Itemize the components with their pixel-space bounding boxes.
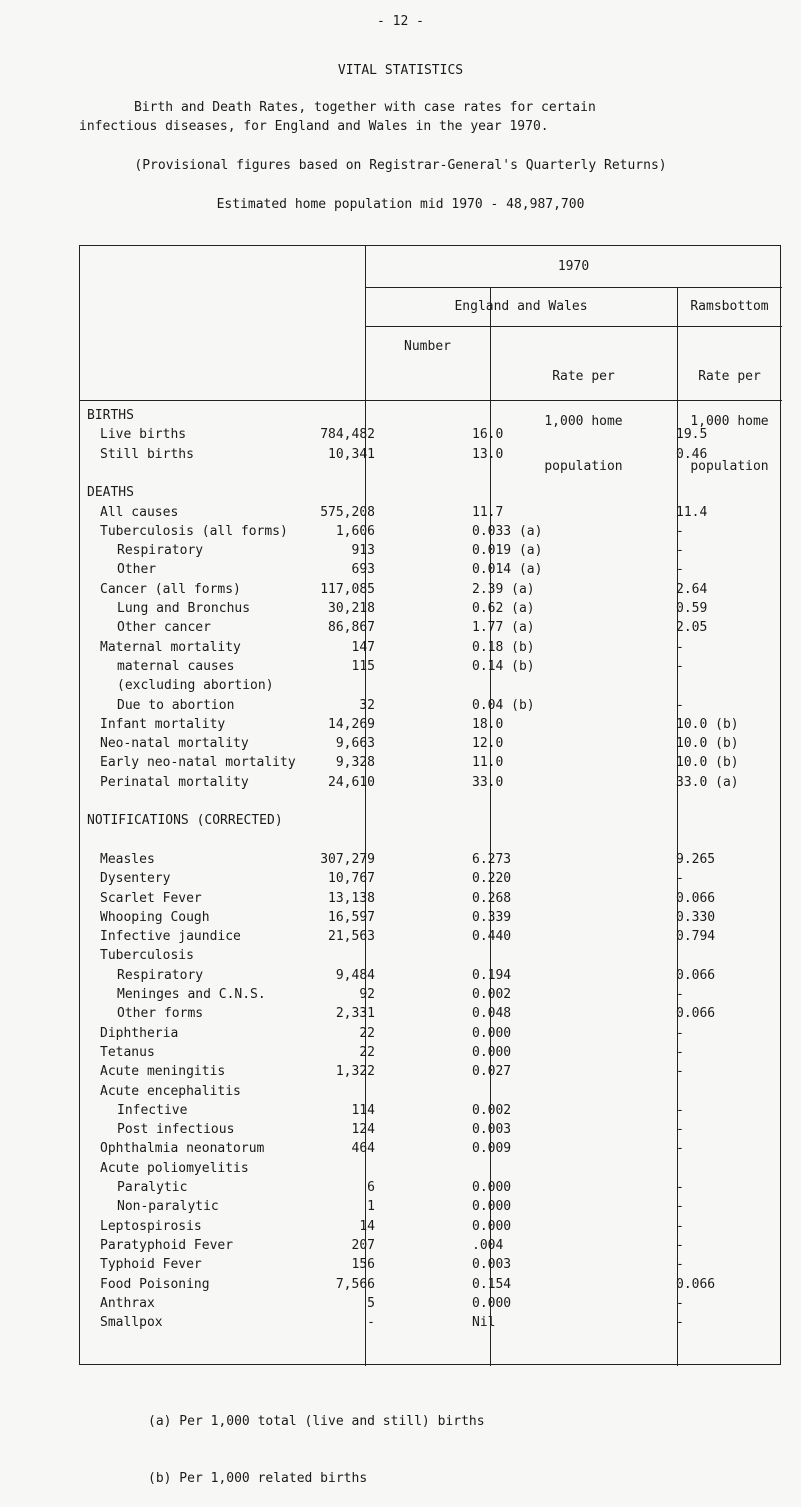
table-row [80, 715, 782, 734]
row-ramsbottom-rate: - [676, 1218, 684, 1234]
row-number: 10,767 [328, 871, 375, 887]
row-label: Ophthalmia neonatorum [100, 1141, 265, 1157]
row-rate: 0.019 (a) [472, 543, 543, 559]
row-rate: Nil [472, 1315, 496, 1331]
population-estimate: Estimated home population mid 1970 - 48,987,700 [216, 197, 585, 212]
table-row [80, 889, 782, 908]
table-row [80, 406, 782, 425]
row-rate: 0.440 [472, 929, 512, 945]
row-number: 13,138 [328, 890, 375, 906]
row-label: Due to abortion [117, 697, 235, 713]
row-label: Other [117, 562, 157, 578]
row-number: 16,597 [328, 909, 375, 925]
row-rate: 2.39 (a) [472, 581, 535, 597]
row-rate: 0.220 [472, 871, 512, 887]
table-row [80, 1255, 782, 1274]
row-rate: 0.04 (b) [472, 697, 535, 713]
row-label: Cancer (all forms) [100, 581, 241, 597]
row-label: DEATHS [87, 485, 134, 501]
row-number: 92 [359, 987, 375, 1002]
vital-statistics-table [79, 245, 781, 1365]
row-rate: 0.000 [472, 1218, 512, 1234]
table-row [80, 966, 782, 985]
row-number: 30,218 [328, 601, 375, 616]
row-number: 913 [351, 543, 375, 559]
row-label: Other cancer [117, 620, 211, 636]
row-number: 5 [367, 1295, 375, 1311]
row-ramsbottom-rate: - [676, 1141, 684, 1157]
table-row [80, 792, 782, 811]
row-ramsbottom-rate: - [676, 987, 684, 1002]
intro-line-2: infectious diseases, for England and Wales in the year 1970. [79, 119, 549, 134]
row-label: Acute meningitis [100, 1064, 226, 1080]
row-number: 14,269 [328, 716, 375, 732]
row-ramsbottom-rate: - [676, 1122, 684, 1138]
row-ramsbottom-rate: - [676, 1315, 684, 1331]
row-number: 6 [367, 1180, 375, 1195]
page-number: - 12 - [377, 14, 424, 29]
row-label: Infective [117, 1102, 188, 1118]
row-ramsbottom-rate: 0.066 [676, 890, 716, 906]
row-ramsbottom-rate: 0.46 [676, 446, 708, 462]
row-number: 124 [351, 1122, 375, 1138]
row-number: 32 [359, 697, 375, 713]
row-label: Anthrax [100, 1295, 155, 1311]
row-number: 693 [351, 562, 375, 578]
row-label: Diphtheria [100, 1025, 179, 1041]
row-label: Still births [100, 446, 194, 462]
row-label: BIRTHS [87, 408, 134, 423]
row-rate: 0.014 (a) [472, 562, 543, 578]
row-ramsbottom-rate: 9.265 [676, 851, 716, 867]
row-number: 464 [351, 1141, 375, 1157]
row-number: 147 [351, 639, 375, 655]
table-row [80, 464, 782, 483]
row-label: Maternal mortality [100, 639, 241, 655]
table-row [80, 1062, 782, 1081]
row-label: Paralytic [117, 1180, 188, 1195]
row-ramsbottom-rate: 33.0 (a) [676, 774, 739, 790]
table-row [80, 445, 782, 464]
row-number: 117,085 [320, 581, 375, 597]
row-ramsbottom-rate: - [676, 523, 684, 539]
table-row [80, 1294, 782, 1313]
row-rate: 0.62 (a) [472, 601, 535, 616]
table-row [80, 560, 782, 579]
row-rate: 0.002 [472, 987, 512, 1002]
row-number: 9,328 [335, 755, 375, 771]
table-row [80, 1197, 782, 1216]
table-row [80, 676, 782, 695]
row-ramsbottom-rate: - [676, 639, 684, 655]
row-ramsbottom-rate: 2.64 [676, 581, 708, 597]
row-rate: 0.268 [472, 890, 512, 906]
table-row [80, 638, 782, 657]
row-label: Whooping Cough [100, 909, 210, 925]
row-label: Live births [100, 427, 187, 443]
table-row [80, 908, 782, 927]
row-ramsbottom-rate: 0.066 [676, 1006, 716, 1022]
row-label: Paratyphoid Fever [100, 1237, 234, 1253]
table-row [80, 1082, 782, 1101]
ramsbottom-header: Ramsbottom [690, 299, 769, 314]
row-number: 156 [351, 1257, 375, 1273]
row-label: Lung and Bronchus [117, 601, 251, 616]
table-row [80, 1120, 782, 1139]
provisional-note: (Provisional figures based on Registrar-General's Quarterly Returns) [134, 158, 667, 173]
row-ramsbottom-rate: 0.59 [676, 601, 708, 616]
row-ramsbottom-rate: - [676, 1025, 684, 1041]
england-wales-header: England and Wales [454, 299, 588, 314]
row-number: 207 [351, 1237, 375, 1253]
row-number: 24,610 [328, 774, 375, 790]
row-ramsbottom-rate: 11.4 [676, 504, 708, 520]
row-rate: 0.009 [472, 1141, 512, 1157]
table-row [80, 1313, 782, 1332]
row-label: Acute encephalitis [100, 1083, 241, 1099]
row-ramsbottom-rate: - [676, 1295, 684, 1311]
table-row [80, 1178, 782, 1197]
row-label: Meninges and C.N.S. [117, 987, 266, 1002]
footnote-b: (b) Per 1,000 related births [148, 1471, 368, 1486]
row-label: (excluding abortion) [117, 678, 274, 694]
row-number: 784,482 [320, 427, 375, 443]
row-ramsbottom-rate: - [676, 1102, 684, 1118]
row-number: 22 [359, 1025, 375, 1041]
row-rate: 0.027 [472, 1064, 512, 1080]
row-number: 9,663 [335, 736, 375, 752]
table-row [80, 425, 782, 444]
row-ramsbottom-rate: - [676, 1257, 684, 1273]
row-label: Tetanus [100, 1044, 155, 1060]
row-rate: 0.18 (b) [472, 639, 535, 655]
table-row [80, 657, 782, 676]
table-row [80, 1159, 782, 1178]
table-row [80, 1024, 782, 1043]
row-number: 14 [359, 1218, 375, 1234]
row-rate: 6.273 [472, 851, 512, 867]
page-title: VITAL STATISTICS [337, 63, 464, 78]
row-number: 115 [351, 658, 375, 674]
row-rate: 18.0 [472, 716, 504, 732]
table-row [80, 811, 782, 830]
table-row [80, 927, 782, 946]
table-row [80, 734, 782, 753]
row-ramsbottom-rate: - [676, 658, 684, 674]
row-rate: 1.77 (a) [472, 620, 535, 636]
rate-column-header-ramsbottom: Rate per 1,000 home population [690, 369, 769, 474]
row-rate: 12.0 [472, 736, 504, 752]
row-label: Respiratory [117, 543, 204, 559]
table-row [80, 1236, 782, 1255]
table-row [80, 1217, 782, 1236]
footnotes [148, 1374, 485, 1507]
table-row [80, 753, 782, 772]
table-row [80, 618, 782, 637]
row-rate: 0.000 [472, 1199, 512, 1215]
row-rate: 0.000 [472, 1025, 512, 1041]
footnote-a: (a) Per 1,000 total (live and still) births [148, 1414, 485, 1429]
row-rate: 0.003 [472, 1257, 512, 1273]
table-row [80, 599, 782, 618]
row-rate: 0.000 [472, 1295, 512, 1311]
row-ramsbottom-rate: - [676, 1044, 684, 1060]
row-ramsbottom-rate: - [676, 697, 684, 713]
table-row [80, 503, 782, 522]
row-rate: 16.0 [472, 427, 504, 443]
row-label: Acute poliomyelitis [100, 1160, 249, 1176]
row-rate: 0.000 [472, 1044, 512, 1060]
row-rate: 0.339 [472, 909, 512, 925]
row-rate: .004 [472, 1237, 504, 1253]
row-number: - [367, 1315, 375, 1331]
row-ramsbottom-rate: 0.066 [676, 1276, 716, 1292]
row-rate: 0.033 (a) [472, 523, 543, 539]
table-row [80, 522, 782, 541]
row-ramsbottom-rate: 0.794 [676, 929, 716, 945]
table-row [80, 580, 782, 599]
row-label: Infant mortality [100, 716, 226, 732]
row-label: All causes [100, 504, 179, 520]
row-rate: 33.0 [472, 774, 504, 790]
row-label: Leptospirosis [100, 1218, 202, 1234]
row-label: Typhoid Fever [100, 1257, 202, 1273]
row-number: 1,322 [335, 1064, 375, 1080]
row-rate: 0.003 [472, 1122, 512, 1138]
row-number: 575,208 [320, 504, 375, 520]
rate-column-header-ew: Rate per 1,000 home population [544, 369, 623, 474]
table-row [80, 831, 782, 850]
row-number: 21,563 [328, 929, 375, 945]
row-number: 1,606 [335, 523, 375, 539]
table-row [80, 985, 782, 1004]
row-label: Neo-natal mortality [100, 736, 249, 752]
row-label: Food Poisoning [100, 1276, 210, 1292]
row-ramsbottom-rate: 10.0 (b) [676, 755, 739, 771]
row-ramsbottom-rate: 10.0 (b) [676, 716, 739, 732]
row-label: Post infectious [117, 1122, 235, 1138]
row-ramsbottom-rate: - [676, 1237, 684, 1253]
row-number: 2,331 [335, 1006, 375, 1022]
row-ramsbottom-rate: - [676, 543, 684, 559]
row-ramsbottom-rate: 19.5 [676, 427, 708, 443]
row-number: 307,279 [320, 851, 375, 867]
row-rate: 0.154 [472, 1276, 512, 1292]
table-row [80, 869, 782, 888]
row-label: Non-paralytic [117, 1199, 219, 1215]
row-label: Smallpox [100, 1315, 163, 1331]
row-rate: 0.048 [472, 1006, 512, 1022]
table-row [80, 483, 782, 502]
row-label: Early neo-natal mortality [100, 755, 296, 771]
row-ramsbottom-rate: 0.066 [676, 967, 716, 983]
table-row [80, 541, 782, 560]
table-row [80, 773, 782, 792]
row-label: Measles [100, 851, 155, 867]
row-rate: 0.000 [472, 1180, 512, 1195]
row-label: Infective jaundice [100, 929, 241, 945]
row-rate: 0.002 [472, 1102, 512, 1118]
row-number: 86,867 [328, 620, 375, 636]
table-row [80, 1275, 782, 1294]
row-ramsbottom-rate: - [676, 871, 684, 887]
row-ramsbottom-rate: - [676, 562, 684, 578]
row-label: Respiratory [117, 967, 204, 983]
row-ramsbottom-rate: - [676, 1180, 684, 1195]
row-ramsbottom-rate: - [676, 1064, 684, 1080]
row-number: 9,484 [335, 967, 375, 983]
row-ramsbottom-rate: 0.330 [676, 909, 716, 925]
row-number: 114 [351, 1102, 375, 1118]
row-label: Other forms [117, 1006, 204, 1022]
row-rate: 13.0 [472, 446, 504, 462]
row-number: 10,341 [328, 446, 375, 462]
intro-line-1: Birth and Death Rates, together with case rates for certain [134, 100, 596, 115]
row-number: 1 [367, 1199, 375, 1215]
table-row [80, 1101, 782, 1120]
row-label: maternal causes [117, 658, 235, 674]
row-label: Tuberculosis [100, 948, 194, 964]
row-rate: 11.7 [472, 504, 504, 520]
row-ramsbottom-rate: 10.0 (b) [676, 736, 739, 752]
row-label: Dysentery [100, 871, 171, 887]
row-number: 22 [359, 1044, 375, 1060]
row-number: 7,566 [335, 1276, 375, 1292]
row-label: Perinatal mortality [100, 774, 249, 790]
row-label: NOTIFICATIONS (CORRECTED) [87, 813, 283, 829]
table-row [80, 1139, 782, 1158]
table-row [80, 1004, 782, 1023]
row-label: Scarlet Fever [100, 890, 202, 906]
row-label: Tuberculosis (all forms) [100, 523, 288, 539]
table-row [80, 696, 782, 715]
row-rate: 0.194 [472, 967, 512, 983]
table-row [80, 1043, 782, 1062]
row-ramsbottom-rate: 2.05 [676, 620, 708, 636]
row-rate: 0.14 (b) [472, 658, 535, 674]
year-header: 1970 [557, 259, 590, 274]
number-column-header: Number [404, 339, 451, 354]
row-rate: 11.0 [472, 755, 504, 771]
row-ramsbottom-rate: - [676, 1199, 684, 1215]
table-row [80, 946, 782, 965]
table-row [80, 850, 782, 869]
